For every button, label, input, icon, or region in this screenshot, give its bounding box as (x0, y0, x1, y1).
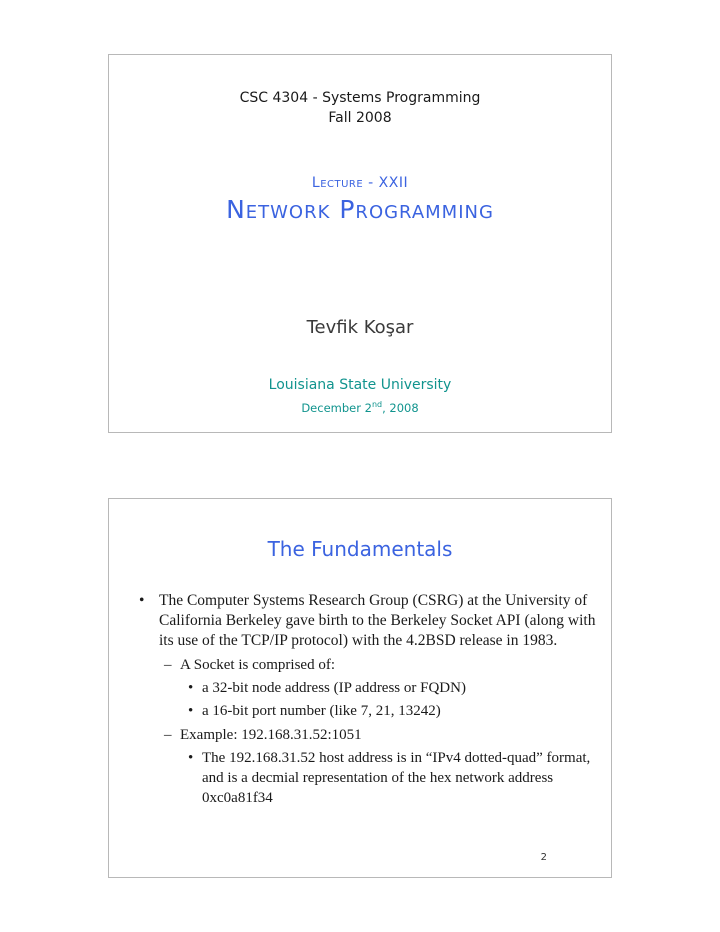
bullet-text: Example: 192.168.31.52:1051 (180, 727, 362, 743)
slide-2 (108, 498, 612, 878)
bullet-text: The 192.168.31.52 host address is in “IPv4 dotted-quad” format, and is a decmial representation of the hex network address 0xc0a81f34 (202, 750, 591, 806)
dash-marker: – (164, 657, 172, 673)
course-title: CSC 4304 - Systems Programming (239, 90, 481, 106)
list-item (137, 748, 597, 808)
lecture-title: Network Programming (226, 195, 494, 224)
bullet-marker: • (188, 680, 194, 696)
list-item (137, 678, 597, 698)
dash-marker: – (164, 727, 172, 743)
bullet-text: The Computer Systems Research Group (CSRG) at the University of California Berkeley gave birth to the Berkeley Socket API (along with its use of the TCP/IP protocol) with the 4.2BSD release in 1983. (159, 592, 596, 649)
bullet-marker: • (188, 703, 194, 719)
bullet-text: a 16-bit port number (like 7, 21, 13242) (202, 703, 441, 719)
list-item (137, 591, 597, 651)
date-year: , 2008 (382, 400, 419, 415)
slide-1 (108, 54, 612, 433)
list-item (137, 655, 597, 675)
course-heading (109, 88, 611, 128)
bullet-text: a 32-bit node address (IP address or FQDN) (202, 680, 466, 696)
page-number: 2 (540, 852, 547, 863)
list-item (137, 725, 597, 745)
course-term: Fall 2008 (328, 110, 392, 126)
list-item (137, 701, 597, 721)
lecture-date (109, 400, 611, 415)
author-name: Tevfik Koşar (306, 317, 414, 338)
university-name: Louisiana State University (268, 377, 452, 393)
slide-title: The Fundamentals (267, 537, 453, 561)
lecture-number: Lecture - XXII (311, 175, 409, 191)
bullet-marker: • (188, 750, 194, 766)
date-suffix-sup: nd (371, 400, 383, 409)
bullet-marker: • (139, 592, 145, 609)
date-prefix: December 2 (301, 400, 372, 415)
bullet-text: A Socket is comprised of: (180, 657, 335, 673)
bullet-list (137, 591, 597, 808)
